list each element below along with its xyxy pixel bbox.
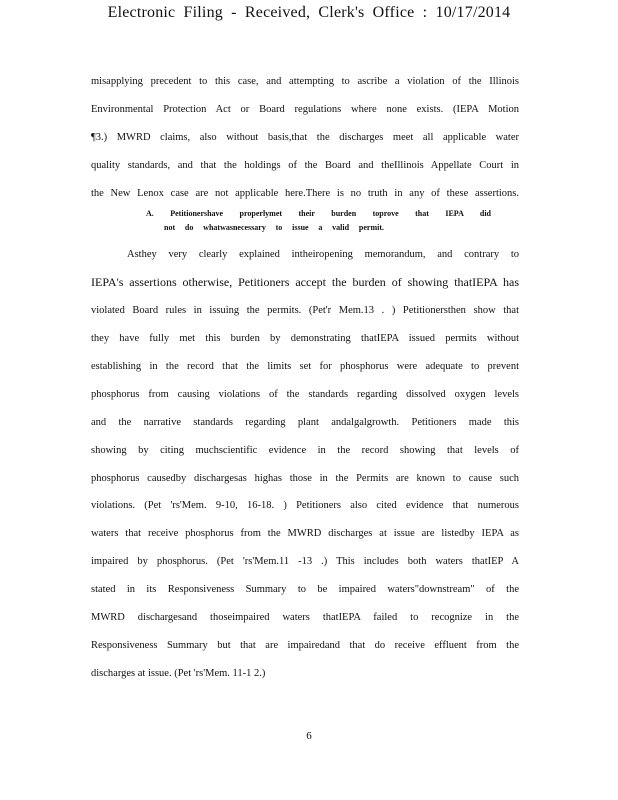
- section-heading-a: [146, 207, 491, 235]
- text-line: establishing in the record that the limits set for phosphorus were adequate to prevent: [91, 361, 519, 373]
- heading-line: not do whatwasnecessary to issue a valid permit.: [164, 223, 384, 233]
- paragraph-2: [91, 241, 519, 687]
- text-line: the New Lenox case are not applicable here.There is no truth in any of these assertions.: [91, 187, 519, 199]
- text-line: phosphorus from causing violations of the standards regarding dissolved oxygen levels: [91, 388, 519, 400]
- text-line: MWRD dischargesand thoseimpaired waters thatIEPA failed to recognize in the: [91, 612, 519, 624]
- text-line: Responsiveness Summary but that are impairedand that do receive effluent from the: [91, 639, 519, 651]
- text-line: they have fully met this burden by demonstrating thatIEPA issued permits without: [91, 333, 519, 345]
- text-line: Asthey very clearly explained intheiropening memorandum, and contrary to: [127, 249, 519, 261]
- text-line: showing by citing muchscientific evidence in the record showing that levels of: [91, 444, 519, 456]
- filing-stamp-header: Electronic Filing - Received, Clerk's Office : 10/17/2014: [107, 4, 511, 21]
- text-line: waters that receive phosphorus from the MWRD discharges at issue are listedby IEPA as: [91, 528, 519, 540]
- text-line: violations. (Pet 'rs'Mem. 9-10, 16-18. ) Petitioners also cited evidence that numerous: [91, 500, 519, 512]
- text-line: and the narrative standards regarding plant andalgalgrowth. Petitioners made this: [91, 416, 519, 428]
- text-line: impaired by phosphorus. (Pet 'rs'Mem.11 -13 .) This includes both waters thatIEP A: [91, 556, 519, 568]
- paragraph-1: [91, 68, 519, 207]
- page-number: 6: [306, 730, 312, 742]
- heading-line: A. Petitionershave properlymet their burden toprove that IEPA did: [146, 209, 491, 219]
- text-line: IEPA's assertions otherwise, Petitioners accept the burden of showing thatIEPA has: [91, 275, 519, 290]
- text-line: quality standards, and that the holdings of the Board and theIllinois Appellate Court in: [91, 159, 519, 171]
- text-line: stated in its Responsiveness Summary to be impaired waters"downstream" of the: [91, 584, 519, 596]
- text-line: phosphorus causedby dischargesas highas those in the Permits are known to cause such: [91, 472, 519, 484]
- text-line: misapplying precedent to this case, and attempting to ascribe a violation of the Illinois: [91, 76, 519, 87]
- text-line: Environmental Protection Act or Board regulations where none exists. (IEPA Motion: [91, 103, 519, 115]
- text-line: violated Board rules in issuing the permits. (Pet'r Mem.13 . ) Petitionersthen show that: [91, 305, 519, 317]
- text-line: ¶3.) MWRD claims, also without basis,that the discharges meet all applicable water: [91, 131, 519, 143]
- text-line: discharges at issue. (Pet 'rs'Mem. 11-1 2.): [91, 667, 266, 679]
- document-body: [91, 68, 519, 688]
